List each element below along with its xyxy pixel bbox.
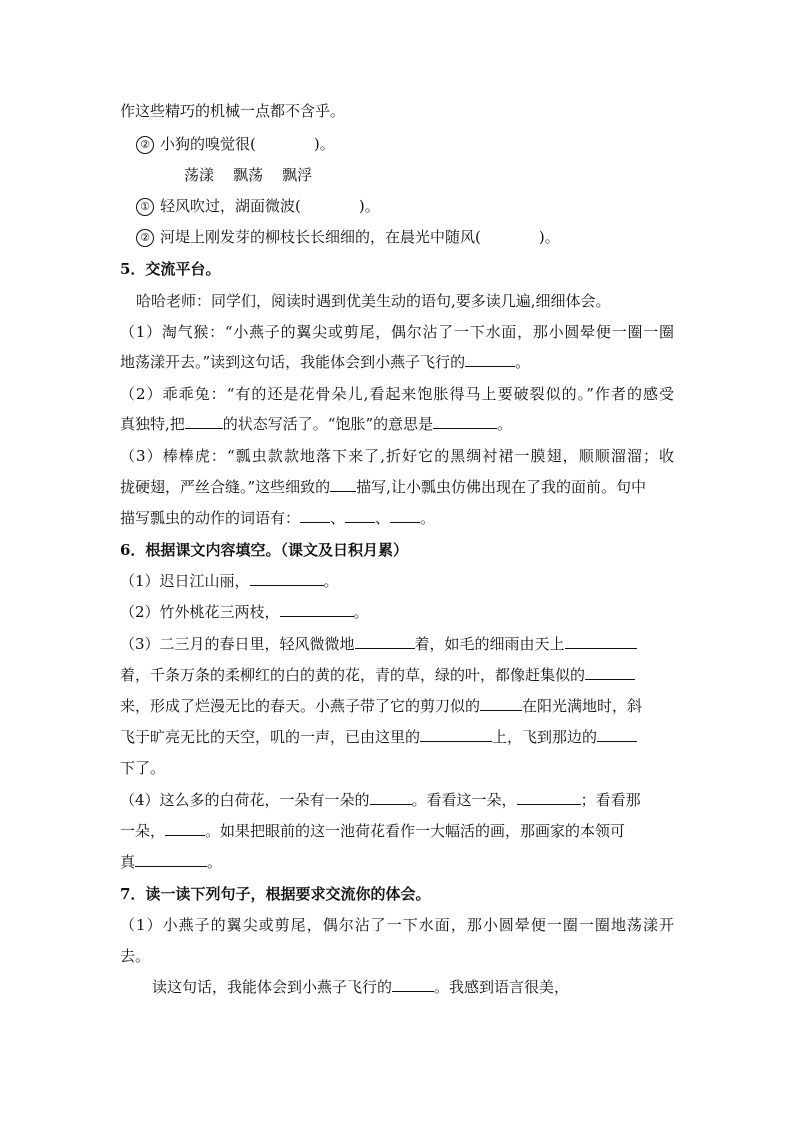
s6-p4-text-d: 一朵， bbox=[120, 822, 166, 840]
answer-blank[interactable] bbox=[135, 852, 207, 867]
option-1-close: )。 bbox=[358, 197, 380, 215]
option-1-line bbox=[136, 196, 380, 216]
answer-blank[interactable] bbox=[433, 414, 497, 429]
question-2-line bbox=[136, 134, 335, 154]
s6-p3-text-d: 来，形成了烂漫无比的春天。小燕子带了它的剪刀似的 bbox=[120, 697, 481, 715]
s7-p2-text-a: 读这句话，我能体会到小燕子飞行的 bbox=[152, 978, 393, 996]
period: 。 bbox=[515, 353, 531, 371]
s6-p3-line4 bbox=[120, 727, 637, 747]
section-7-heading: 7．读一读下列句子，根据要求交流你的体会。 bbox=[120, 885, 431, 903]
s5-p2-line1: （2）乖乖兔：“有的还是花骨朵儿,看起来饱胀得马上要破裂似的。”作者的感受 bbox=[120, 385, 674, 403]
s6-p1-text: （1）迟日江山丽， bbox=[120, 572, 250, 590]
answer-blank[interactable] bbox=[597, 727, 637, 742]
s5-p3-line2 bbox=[120, 477, 646, 497]
s5-p3-line3 bbox=[120, 508, 435, 528]
option-2-close: )。 bbox=[538, 228, 560, 246]
s5-p3-line1: （3）棒棒虎：“瓢虫款款地落下来了,折好它的黑绸衬裙一膜翅，顺顺溜溜；收 bbox=[120, 447, 674, 465]
s6-p4-text-b: 。看看这一朵， bbox=[411, 791, 517, 809]
circled-number-1: ① bbox=[136, 198, 154, 216]
s6-p3-text-f: 飞于旷亮无比的天空，叽的一声，已由这里的 bbox=[120, 728, 421, 746]
answer-blank[interactable] bbox=[345, 508, 375, 523]
period: 。 bbox=[323, 572, 339, 590]
s7-p2-line bbox=[152, 977, 569, 997]
section-5-heading: 5．交流平台。 bbox=[120, 260, 221, 278]
s6-p2-text: （2）竹外桃花三两枝， bbox=[120, 603, 280, 621]
answer-blank[interactable] bbox=[420, 727, 492, 742]
answer-blank[interactable] bbox=[165, 821, 205, 836]
s6-p4-line1 bbox=[120, 790, 641, 810]
section-6-heading: 6．根据课文内容填空。（课文及日积月累） bbox=[120, 541, 408, 559]
period: 。 bbox=[207, 853, 223, 871]
s6-p4-text-f: 真 bbox=[120, 853, 136, 871]
answer-blank[interactable] bbox=[392, 977, 434, 992]
s6-p3-line2 bbox=[120, 665, 635, 685]
separator: 、 bbox=[330, 509, 346, 527]
s6-p3-text-e: 在阳光满地时，斜 bbox=[522, 697, 643, 715]
s6-p4-text-a: （4）这么多的白荷花，一朵有一朵的 bbox=[120, 791, 370, 809]
s5-p3-text-b: 描写,让小瓢虫仿佛出现在了我的面前。句中 bbox=[356, 478, 646, 496]
answer-blank[interactable] bbox=[280, 602, 354, 617]
answer-blank[interactable] bbox=[585, 665, 635, 680]
answer-blank[interactable] bbox=[390, 508, 420, 523]
answer-blank[interactable] bbox=[185, 414, 223, 429]
continuation-line: 作这些精巧的机械一点都不含乎。 bbox=[120, 102, 346, 120]
s6-p3-text-a: （3）二三月的春日里，轻风微微地 bbox=[120, 635, 355, 653]
section-5-intro: 哈哈老师：同学们，阅读时遇到优美生动的语句,要多读几遍,细细体会。 bbox=[136, 292, 611, 310]
period: 。 bbox=[420, 509, 436, 527]
s5-p2-text-a: 真独特,把 bbox=[120, 415, 185, 433]
option-1-text: 轻风吹过，湖面微波( bbox=[160, 197, 301, 215]
s7-p1-line2: 去。 bbox=[120, 947, 151, 965]
s6-p3-line5: 下了。 bbox=[120, 759, 166, 777]
question-2-text: 小狗的嗅觉很( bbox=[160, 135, 256, 153]
option-2-text: 河堤上刚发芽的柳枝长长细细的，在晨光中随风( bbox=[160, 228, 481, 246]
answer-blank[interactable] bbox=[465, 352, 515, 367]
answer-blank[interactable] bbox=[480, 696, 522, 711]
s5-p2-line2 bbox=[120, 414, 512, 434]
s6-p4-line3 bbox=[120, 852, 222, 872]
s5-p2-text-b: 的状态写活了。“饱胀”的意思是 bbox=[222, 415, 434, 433]
s5-p1-text: 地荡漾开去。”读到这句话，我能体会到小燕子飞行的 bbox=[120, 353, 466, 371]
word-options bbox=[184, 165, 312, 185]
answer-blank[interactable] bbox=[330, 477, 356, 492]
s6-p1 bbox=[120, 571, 339, 591]
answer-blank[interactable] bbox=[565, 634, 637, 649]
answer-blank[interactable] bbox=[250, 571, 324, 586]
separator: 、 bbox=[375, 509, 391, 527]
s5-p3-text-a: 拢硬翅，严丝合缝。”这些细致的 bbox=[120, 478, 331, 496]
answer-blank[interactable] bbox=[300, 508, 330, 523]
s6-p3-line3 bbox=[120, 696, 642, 716]
word-options-text: 荡漾 飘荡 飘浮 bbox=[184, 166, 313, 184]
s6-p3-text-g: 上，飞到那边的 bbox=[492, 728, 598, 746]
s5-p1-line2 bbox=[120, 352, 530, 372]
question-2-close: )。 bbox=[313, 135, 335, 153]
period: 。 bbox=[497, 415, 513, 433]
s6-p3-text-b: 着，如毛的细雨由天上 bbox=[414, 635, 565, 653]
s6-p4-line2 bbox=[120, 821, 625, 841]
answer-blank[interactable] bbox=[370, 790, 412, 805]
s6-p3-line1 bbox=[120, 634, 637, 654]
s7-p1-line1: （1）小燕子的翼尖或剪尾，偶尔沾了一下水面，那小圆晕便一圈一圈地荡漾开 bbox=[120, 916, 674, 934]
period: 。 bbox=[353, 603, 369, 621]
answer-blank[interactable] bbox=[517, 790, 581, 805]
circled-number-2b: ② bbox=[136, 229, 154, 247]
s6-p4-text-c: ；看看那 bbox=[580, 791, 641, 809]
s5-p1-line1: （1）淘气猴：“小燕子的翼尖或剪尾，偶尔沾了一下水面，那小圆晕便一圈一圈 bbox=[120, 323, 674, 341]
answer-blank[interactable] bbox=[355, 634, 415, 649]
s6-p3-text-c: 着，千条万条的柔柳红的白的黄的花，青的草，绿的叶，都像赶集似的 bbox=[120, 666, 586, 684]
s6-p2 bbox=[120, 602, 369, 622]
option-2-line bbox=[136, 227, 560, 247]
circled-number-2: ② bbox=[136, 136, 154, 154]
s6-p4-text-e: 。如果把眼前的这一池荷花看作一大幅活的画，那画家的本领可 bbox=[205, 822, 626, 840]
s7-p2-text-b: 。我感到语言很美， bbox=[434, 978, 570, 996]
s5-p3-text-c: 描写瓢虫的动作的词语有： bbox=[120, 509, 301, 527]
